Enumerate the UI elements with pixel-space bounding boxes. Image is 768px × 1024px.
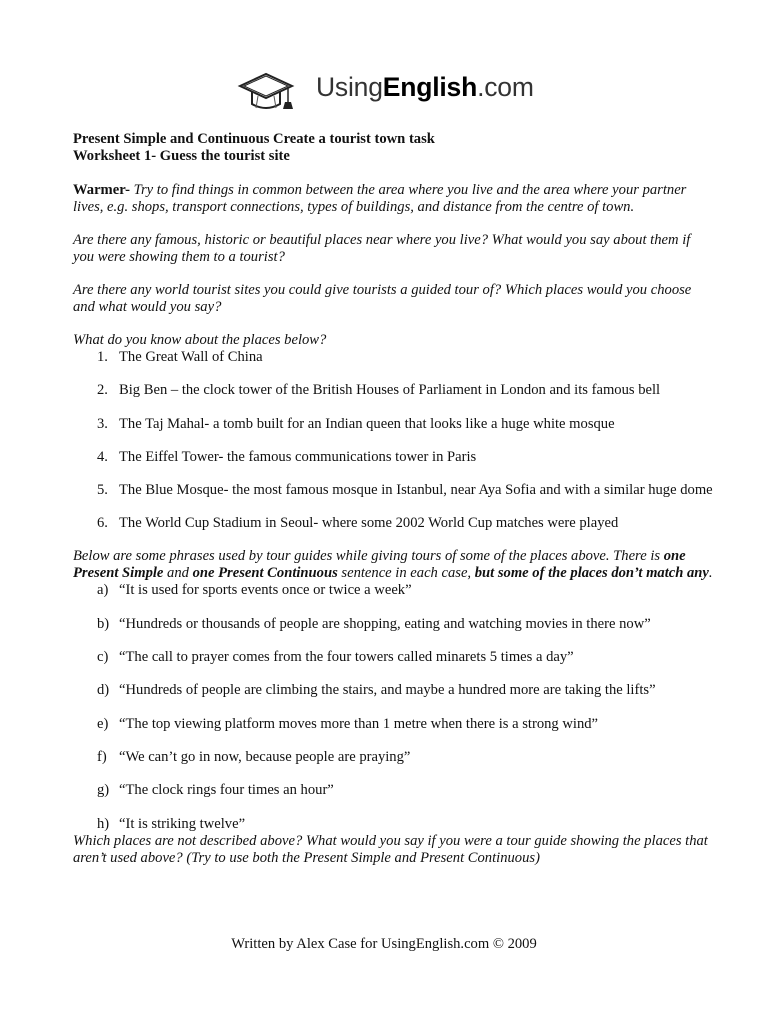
- graduation-cap-icon: [236, 72, 306, 112]
- list-letter: a): [97, 582, 109, 599]
- list-text: “Hundreds or thousands of people are shopping, eating and watching movies in there now”: [119, 615, 651, 632]
- warmer-label: Warmer-: [73, 182, 130, 198]
- phrases-list: [73, 582, 713, 832]
- intro-text: and: [163, 565, 193, 582]
- logo-text-english: English: [382, 72, 478, 102]
- list-text: “The top viewing platform moves more than 1 metre when there is a strong wind”: [119, 715, 599, 732]
- list-number: 6.: [97, 515, 108, 532]
- list-text: The Blue Mosque- the most famous mosque in Istanbul, near Aya Sofia and with a similar huge dome: [119, 482, 713, 499]
- warmer-paragraph: [73, 182, 713, 216]
- list-text: “The call to prayer comes from the four towers called minarets 5 times a day”: [119, 649, 574, 666]
- list-number: 3.: [97, 415, 108, 432]
- list-text: The World Cup Stadium in Seoul- where some 2002 World Cup matches were played: [119, 515, 619, 532]
- worksheet-content: [73, 131, 713, 867]
- list-item: [73, 616, 713, 633]
- list-item: [73, 482, 713, 499]
- question-famous-places: Are there any famous, historic or beautiful places near where you live? What would you say about them if you were showing them to a tourist?: [73, 232, 691, 265]
- list-letter: h): [97, 815, 110, 832]
- list-text: “The clock rings four times an hour”: [119, 782, 334, 799]
- worksheet-subtitle: Worksheet 1- Guess the tourist site: [73, 148, 290, 164]
- list-item: [73, 782, 713, 799]
- list-item: [73, 416, 713, 433]
- list-letter: d): [97, 682, 110, 699]
- list-letter: b): [97, 615, 110, 632]
- list-letter: e): [97, 715, 109, 732]
- question-places-below: What do you know about the places below?: [73, 332, 327, 348]
- list-number: 2.: [97, 382, 108, 399]
- list-text: “We can’t go in now, because people are praying”: [119, 748, 411, 765]
- list-item: [73, 515, 713, 532]
- list-text: The Taj Mahal- a tomb built for an Indian queen that looks like a huge white mosque: [119, 415, 615, 432]
- list-item: [73, 649, 713, 666]
- list-letter: g): [97, 782, 110, 799]
- places-list: [73, 349, 713, 532]
- intro-text: .: [708, 565, 713, 582]
- list-item: [73, 682, 713, 699]
- logo-text-using: Using: [316, 72, 383, 102]
- list-item: [73, 716, 713, 733]
- list-text: “It is striking twelve”: [119, 815, 246, 832]
- list-item: [73, 816, 713, 833]
- list-text: “Hundreds of people are climbing the stairs, and maybe a hundred more are taking the lifts”: [119, 682, 656, 699]
- list-item: [73, 382, 713, 399]
- usingenglish-logo: [236, 70, 546, 114]
- intro-text: Below are some phrases used by tour guides while giving tours of some of the places above. There is: [73, 548, 664, 565]
- phrases-intro: [73, 548, 713, 582]
- list-text: “It is used for sports events once or twice a week”: [119, 582, 412, 599]
- worksheet-title: Present Simple and Continuous Create a tourist town task: [73, 131, 435, 147]
- list-text: The Great Wall of China: [119, 349, 263, 365]
- list-number: 4.: [97, 448, 108, 465]
- list-item: [73, 449, 713, 466]
- footer-credit: Written by Alex Case for UsingEnglish.com © 2009: [231, 936, 537, 952]
- intro-bold: one Present Simple: [73, 548, 686, 582]
- list-item: [73, 582, 713, 599]
- list-letter: f): [97, 748, 107, 765]
- warmer-text: Try to find things in common between the area where you live and the area where your partner lives, e.g. shops, transport connections, types of buildings, and distance from the centre of town.: [73, 182, 687, 215]
- intro-bold: one Present Continuous: [192, 565, 338, 582]
- closing-question: Which places are not described above? What would you say if you were a tour guide showing the places that aren’t used above? (Try to use both the Present Simple and Present Continuous): [73, 832, 708, 866]
- list-item: [73, 749, 713, 766]
- intro-bold: but some of the places don’t match any: [474, 565, 709, 582]
- question-world-sites: Are there any world tourist sites you could give tourists a guided tour of? Which places would you choose and what would you say?: [73, 282, 692, 315]
- list-number: 1.: [97, 349, 108, 365]
- list-number: 5.: [97, 482, 108, 499]
- list-text: The Eiffel Tower- the famous communications tower in Paris: [119, 448, 477, 465]
- logo-wordmark: [316, 72, 534, 103]
- list-text: Big Ben – the clock tower of the British Houses of Parliament in London and its famous bell: [119, 382, 661, 399]
- list-letter: c): [97, 649, 109, 666]
- logo-text-dotcom: .com: [477, 72, 534, 102]
- intro-text: sentence in each case,: [337, 565, 475, 582]
- list-item: [73, 349, 713, 366]
